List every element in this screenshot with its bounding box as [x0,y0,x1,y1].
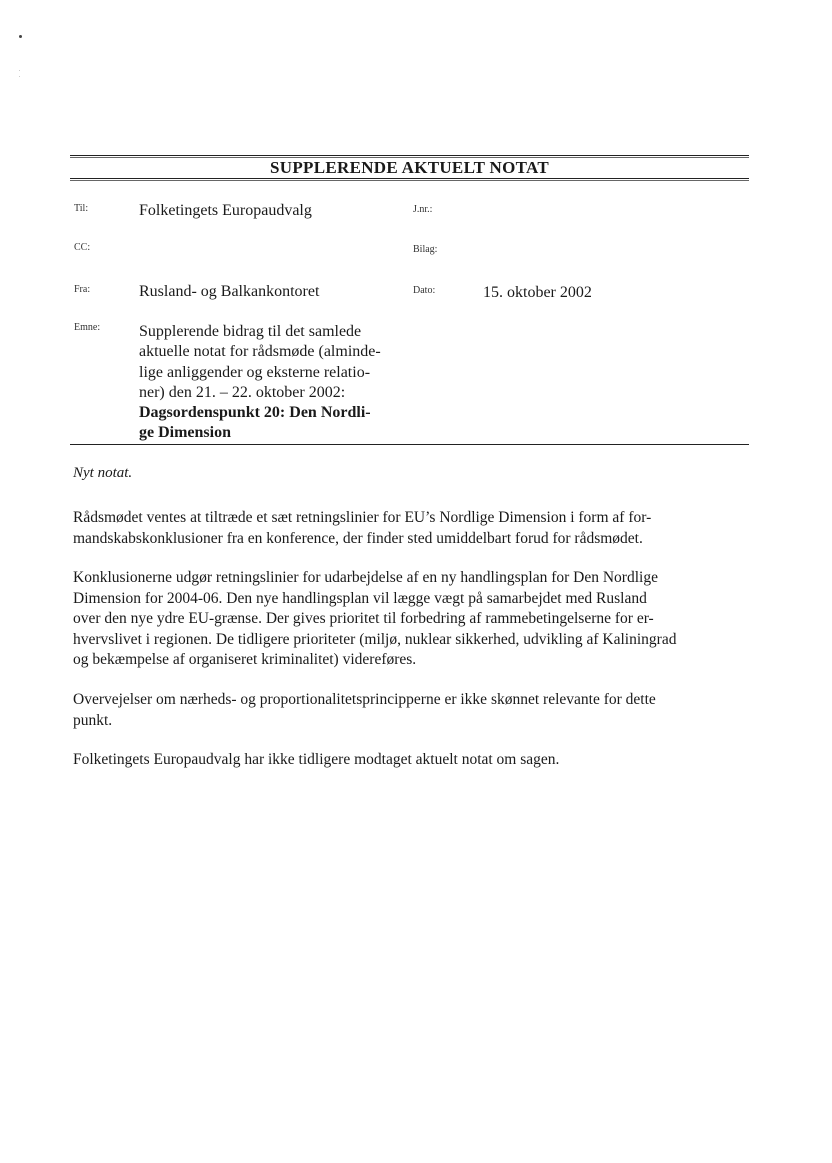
emne-label: Emne: [74,322,101,333]
header-bottom-rule [70,178,749,179]
fields-bottom-rule [70,444,749,445]
document-title: SUPPLERENDE AKTUELT NOTAT [270,158,549,177]
body-line: Rådsmødet ventes at tiltræde et sæt retningslinier for EU’s Nordlige Dimension i form af for- [73,509,652,526]
fra-label: Fra: [74,284,91,295]
scan-speck [19,76,20,77]
dato-value: 15. oktober 2002 [483,284,592,301]
til-label: Til: [74,203,89,214]
fra-value: Rusland- og Balkankontoret [139,283,320,300]
dato-label: Dato: [413,285,436,296]
header-top-rule [70,155,749,156]
cc-label: CC: [74,242,91,253]
body-line: Konklusionerne udgør retningslinier for udarbejdelse af en ny handlingsplan for Den Nordlige [73,569,658,586]
body-paragraph [73,508,753,549]
body-line: mandskabskonklusioner fra en konference, der finder sted umiddelbart forud for rådsmødet. [73,529,643,547]
subject-agenda-line: ge Dimension [139,424,231,442]
subject-line: lige anliggender og eksterne relatio- [139,363,371,381]
body-line: Dimension for 2004-06. Den nye handlingsplan vil lægge vægt på samarbejdet med Rusland [73,589,647,607]
scan-speck [19,70,20,71]
subject-text [139,322,409,444]
jnr-label: J.nr.: [413,204,433,215]
body-paragraph [73,690,753,731]
body-line: over den nye ydre EU-grænse. Der gives prioritet til forbedring af rammebetingelserne for er- [73,610,654,627]
body-line: punkt. [73,711,113,729]
body-line: Overvejelser om nærheds- og proportionalitetsprincipperne er ikke skønnet relevante for dette [73,691,656,708]
body-line: og bekæmpelse af organiseret kriminalitet) videreføres. [73,651,417,668]
body-paragraph [73,750,753,771]
subject-line: ner) den 21. – 22. oktober 2002: [139,383,346,401]
body-paragraph [73,568,753,671]
subject-agenda-line: Dagsordenspunkt 20: Den Nordli- [139,404,371,422]
subject-line: aktuelle notat for rådsmøde (alminde- [139,343,381,361]
subject-line: Supplerende bidrag til det samlede [139,323,362,340]
header-bottom-rule-2 [70,180,749,181]
scan-speck [19,35,22,38]
body-line: Folketingets Europaudvalg har ikke tidligere modtaget aktuelt notat om sagen. [73,751,560,768]
note-status: Nyt notat. [73,465,133,481]
bilag-label: Bilag: [413,244,438,255]
body-line: hvervslivet i regionen. De tidligere prioriteter (miljø, nuklear sikkerhed, udvikling af Kaliningrad [73,630,677,648]
til-value: Folketingets Europaudvalg [139,202,312,219]
